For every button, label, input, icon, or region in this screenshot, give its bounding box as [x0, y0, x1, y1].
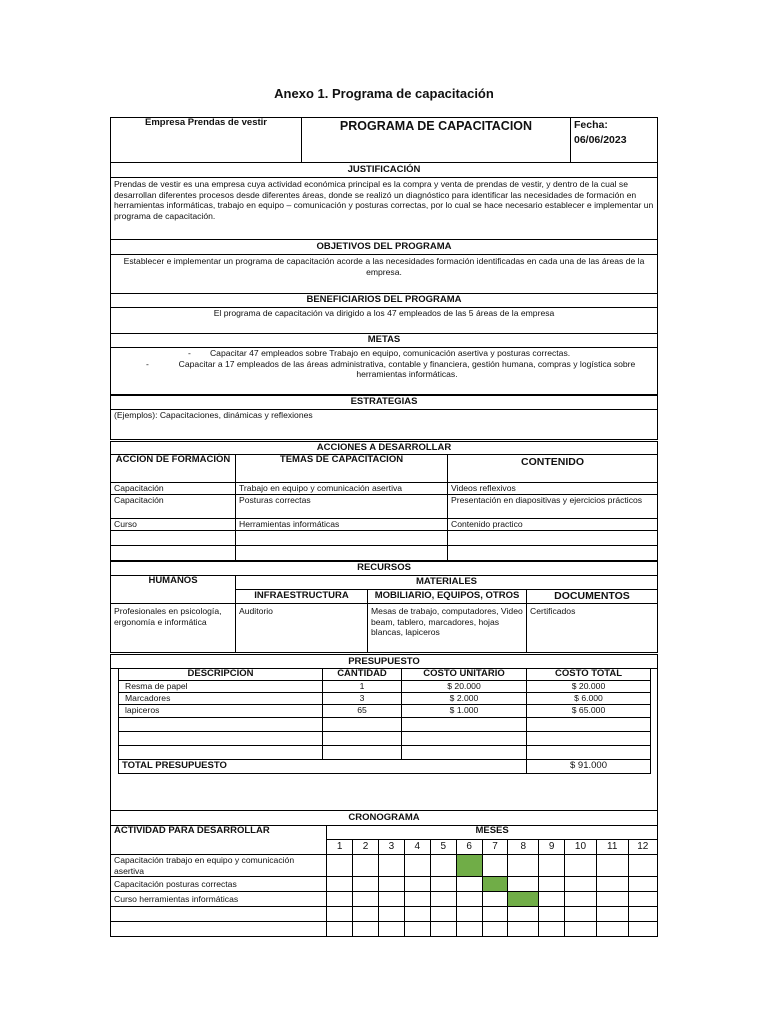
- schedule-cell: [379, 877, 405, 892]
- table-row: Capacitación Posturas correctas Presentación en diapositivas y ejercicios prácticos: [111, 495, 658, 519]
- documentos-value: Certificados: [527, 604, 658, 653]
- meses-heading: MESES: [327, 826, 658, 840]
- materiales-heading: MATERIALES: [236, 576, 658, 590]
- schedule-cell: [430, 877, 456, 892]
- schedule-cell: [596, 922, 628, 937]
- table-row: [111, 922, 658, 937]
- schedule-cell: [456, 907, 482, 922]
- schedule-cell: [353, 877, 379, 892]
- meta-item: - Capacitar 47 empleados sobre Trabajo en equipo, comunicación asertiva y posturas correctas.: [188, 348, 571, 358]
- schedule-cell: [539, 855, 565, 877]
- schedule-cell: [379, 855, 405, 877]
- schedule-cell: [482, 855, 508, 877]
- justificacion-heading: JUSTIFICACIÓN: [111, 163, 658, 178]
- table-row: [111, 546, 658, 561]
- beneficiarios-section: [110, 293, 658, 334]
- humanos-value: Profesionales en psicología, ergonomía e informática: [111, 604, 236, 653]
- total-presupuesto-label: TOTAL PRESUPUESTO: [119, 760, 527, 774]
- month-header-8: 8: [508, 840, 539, 855]
- col-descripcion: DESCRIPCION: [119, 669, 323, 681]
- mobiliario-value: Mesas de trabajo, computadores, Video beam, tablero, marcadores, hojas blancas, lapiceros: [368, 604, 527, 653]
- schedule-cell: [404, 877, 430, 892]
- schedule-cell: [353, 855, 379, 877]
- schedule-cell: [539, 907, 565, 922]
- month-header-5: 5: [430, 840, 456, 855]
- objetivos-section: [110, 239, 658, 294]
- schedule-cell: [482, 907, 508, 922]
- estrategias-heading: ESTRATEGIAS: [111, 396, 658, 410]
- schedule-cell: [596, 907, 628, 922]
- date-cell: [571, 118, 658, 163]
- schedule-cell: [379, 892, 405, 907]
- col-accion: ACCION DE FORMACIÒN: [111, 455, 236, 483]
- schedule-cell: [565, 855, 597, 877]
- schedule-cell: [628, 877, 657, 892]
- schedule-cell: [565, 922, 597, 937]
- table-row: [111, 531, 658, 546]
- objetivos-heading: OBJETIVOS DEL PROGRAMA: [111, 240, 658, 255]
- justificacion-section: [110, 162, 658, 240]
- schedule-cell: [508, 877, 539, 892]
- schedule-cell: [565, 892, 597, 907]
- month-header-3: 3: [379, 840, 405, 855]
- col-cantidad: CANTIDAD: [323, 669, 402, 681]
- beneficiarios-text: El programa de capacitación va dirigido a los 47 empleados de las 5 áreas de la empresa: [111, 308, 658, 334]
- schedule-cell-filled: [482, 877, 508, 892]
- table-row: [119, 760, 651, 774]
- table-row: [119, 746, 651, 760]
- schedule-cell: [327, 907, 353, 922]
- infra-value: Auditorio: [236, 604, 368, 653]
- activity-name: Capacitación posturas correctas: [111, 877, 327, 892]
- schedule-cell: [508, 855, 539, 877]
- date-label: Fecha:: [574, 119, 608, 131]
- justificacion-text: Prendas de vestir es una empresa cuya actividad económica principal es la compra y venta de prendas de vestir, y dentro de la cual se desarrollan diferentes procesos desde diferentes áreas, donde se realizó un diagnóstico para identificar las necesidades de formación en herramientas informáticas, trabajo en equipo – comunicación y posturas correctas, por lo cual se hace necesario establecer e implementar un programa de capacitación.: [111, 178, 658, 240]
- table-row: [111, 855, 658, 877]
- schedule-cell: [565, 907, 597, 922]
- schedule-cell-filled: [456, 855, 482, 877]
- schedule-cell: [327, 892, 353, 907]
- schedule-cell: [327, 855, 353, 877]
- month-header-10: 10: [565, 840, 597, 855]
- estrategias-section: [110, 395, 658, 440]
- schedule-cell: [628, 907, 657, 922]
- schedule-cell: [596, 892, 628, 907]
- month-header-4: 4: [404, 840, 430, 855]
- month-header-2: 2: [353, 840, 379, 855]
- schedule-cell: [539, 877, 565, 892]
- recursos-table: [110, 561, 658, 653]
- acciones-table: [110, 441, 658, 561]
- schedule-cell: [628, 892, 657, 907]
- schedule-cell: [404, 907, 430, 922]
- objetivos-text: Establecer e implementar un programa de capacitación acorde a las necesidades formación identificadas en cada una de las áreas de la empresa.: [111, 255, 658, 294]
- presupuesto-section: [110, 654, 658, 811]
- month-header-12: 12: [628, 840, 657, 855]
- schedule-cell: [353, 907, 379, 922]
- beneficiarios-heading: BENEFICIARIOS DEL PROGRAMA: [111, 294, 658, 308]
- col-temas: TEMAS DE CAPACITACION: [236, 455, 448, 483]
- cronograma-table: [110, 810, 658, 937]
- schedule-cell: [508, 907, 539, 922]
- documentos-heading: DOCUMENTOS: [527, 590, 658, 604]
- month-header-11: 11: [596, 840, 628, 855]
- schedule-cell: [596, 877, 628, 892]
- table-row: Marcadores 3 $ 2.000 $ 6.000: [119, 693, 651, 705]
- month-header-6: 6: [456, 840, 482, 855]
- table-row: [119, 732, 651, 746]
- schedule-cell: [404, 855, 430, 877]
- schedule-cell: [404, 922, 430, 937]
- cronograma-heading: CRONOGRAMA: [111, 811, 658, 826]
- metas-heading: METAS: [111, 334, 658, 348]
- col-contenido: CONTENIDO: [448, 455, 658, 483]
- schedule-cell: [353, 922, 379, 937]
- humanos-heading: HUMANOS: [111, 576, 236, 604]
- recursos-heading: RECURSOS: [111, 562, 658, 576]
- schedule-cell: [628, 922, 657, 937]
- schedule-cell: [430, 892, 456, 907]
- schedule-cell: [539, 892, 565, 907]
- table-row: Curso Herramientas informáticas Contenido practico: [111, 519, 658, 531]
- presupuesto-table: [118, 668, 651, 774]
- schedule-cell-filled: [508, 892, 539, 907]
- program-name: PROGRAMA DE CAPACITACION: [302, 118, 571, 163]
- activity-name: Capacitación trabajo en equipo y comunicación asertiva: [111, 855, 327, 877]
- schedule-cell: [565, 877, 597, 892]
- schedule-cell: [539, 922, 565, 937]
- col-costo-total: COSTO TOTAL: [527, 669, 651, 681]
- metas-section: [110, 333, 658, 395]
- presupuesto-heading: PRESUPUESTO: [111, 655, 657, 669]
- program-header: [110, 117, 658, 163]
- schedule-cell: [379, 907, 405, 922]
- table-row: [119, 718, 651, 732]
- acciones-heading: ACCIONES A DESARROLLAR: [111, 442, 658, 455]
- schedule-cell: [327, 922, 353, 937]
- schedule-cell: [596, 855, 628, 877]
- schedule-cell: [482, 892, 508, 907]
- schedule-cell: [482, 922, 508, 937]
- activity-name: Curso herramientas informáticas: [111, 892, 327, 907]
- meta-item: - Capacitar a 17 empleados de las áreas administrativa, contable y financiera, gestión humana, compras y logística sobre herramientas informáticas.: [146, 358, 636, 379]
- schedule-cell: [508, 922, 539, 937]
- schedule-cell: [430, 907, 456, 922]
- table-row: [111, 877, 658, 892]
- month-header-7: 7: [482, 840, 508, 855]
- schedule-cell: [456, 877, 482, 892]
- total-presupuesto-value: $ 91.000: [527, 760, 651, 774]
- company-name: Empresa Prendas de vestir: [111, 118, 302, 163]
- table-row: lapiceros 65 $ 1.000 $ 65.000: [119, 705, 651, 718]
- date-value: 06/06/2023: [574, 134, 627, 146]
- metas-list: [111, 348, 658, 395]
- actividad-heading: ACTIVIDAD PARA DESARROLLAR: [111, 826, 327, 855]
- month-header-9: 9: [539, 840, 565, 855]
- month-header-1: 1: [327, 840, 353, 855]
- schedule-cell: [430, 855, 456, 877]
- schedule-cell: [628, 855, 657, 877]
- mobiliario-heading: MOBILIARIO, EQUIPOS, OTROS: [368, 590, 527, 604]
- table-row: Resma de papel 1 $ 20.000 $ 20.000: [119, 681, 651, 693]
- table-row: [111, 892, 658, 907]
- schedule-cell: [456, 892, 482, 907]
- table-row: [111, 907, 658, 922]
- schedule-cell: [353, 892, 379, 907]
- table-row: Capacitación Trabajo en equipo y comunicación asertiva Videos reflexivos: [111, 483, 658, 495]
- schedule-cell: [430, 922, 456, 937]
- estrategias-text: (Ejemplos): Capacitaciones, dinámicas y reflexiones: [111, 410, 658, 440]
- infra-heading: INFRAESTRUCTURA: [236, 590, 368, 604]
- schedule-cell: [456, 922, 482, 937]
- schedule-cell: [379, 922, 405, 937]
- document-title: Anexo 1. Programa de capacitación: [274, 86, 494, 101]
- schedule-cell: [404, 892, 430, 907]
- schedule-cell: [327, 877, 353, 892]
- col-costo-unitario: COSTO UNITARIO: [402, 669, 527, 681]
